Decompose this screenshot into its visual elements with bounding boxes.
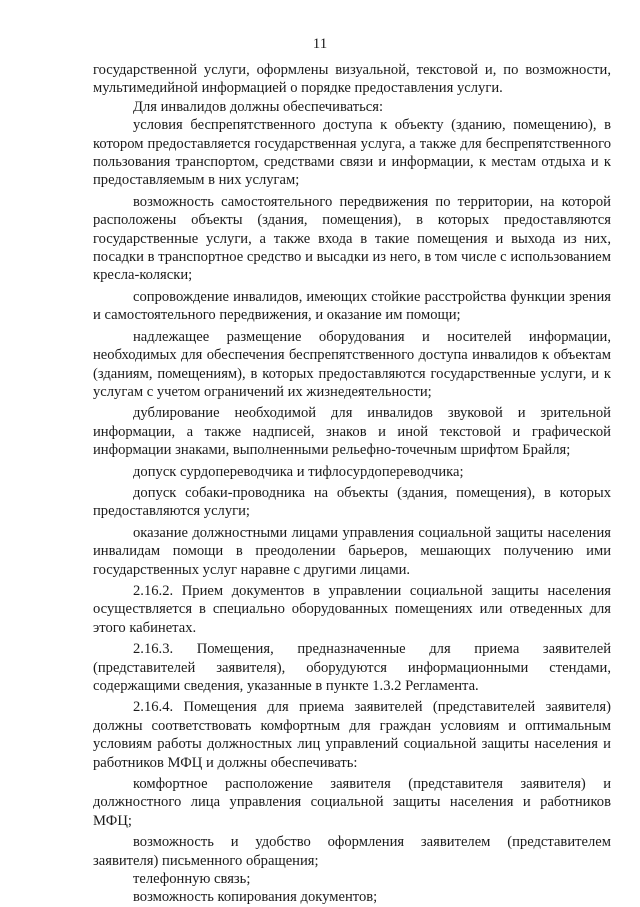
paragraph: допуск сурдопереводчика и тифлосурдопереводчика; bbox=[133, 463, 464, 480]
paragraph: сопровождение инвалидов, имеющих стойкие расстройства функции зрения и самостоятельного передвижения, и оказание им помощи; bbox=[93, 288, 611, 324]
paragraph: оказание должностными лицами управления социальной защиты населения инвалидам помощи в преодолении барьеров, мешающих получению ими государственных услуг наравне с другими лицами. bbox=[93, 524, 611, 578]
document-body bbox=[93, 61, 611, 907]
paragraph: государственной услуги, оформлены визуальной, текстовой и, по возможности, мультимедийной информацией о порядке предоставления услуги. bbox=[93, 62, 611, 97]
paragraph: возможность самостоятельного передвижения по территории, на которой расположены объекты (здания, помещения), в которых предоставляются государственные услуги, а также входа в такие помещения и выхода из них, посадки в транспортное средство и высадки из него, в том числе с использованием кресла-коляски; bbox=[93, 193, 611, 284]
paragraph: дублирование необходимой для инвалидов звуковой и зрительной информации, а также надписей, знаков и иной текстовой и графической информации знаками, выполненными рельефно-точечным шрифтом Брайля; bbox=[93, 405, 611, 459]
paragraph: возможность и удобство оформления заявителем (представителем заявителя) письменного обращения; bbox=[93, 834, 611, 869]
paragraph: 2.16.4. Помещения для приема заявителей (представителей заявителя) должны соответствовать комфортным для граждан условиям и оптимальным условиям работы должностных лиц управлений социальной защиты населения и работников МФЦ и должны обеспечивать: bbox=[93, 699, 611, 771]
page-number: 11 bbox=[312, 36, 328, 52]
paragraph: комфортное расположение заявителя (представителя заявителя) и должностного лица управления социальной защиты населения и работников МФЦ; bbox=[93, 776, 611, 829]
paragraph: 2.16.2. Прием документов в управлении социальной защиты населения осуществляется в специально оборудованных помещениях или отведенных для этого кабинетах. bbox=[93, 582, 611, 636]
paragraph: возможность копирования документов; bbox=[133, 889, 378, 906]
paragraph: надлежащее размещение оборудования и носителей информации, необходимых для обеспечения беспрепятственного доступа инвалидов к объектам (зданиям, помещениям), в которых предоставляются государственные услуги, и к услугам с учетом ограничений их жизнедеятельности; bbox=[93, 328, 611, 400]
paragraph: допуск собаки-проводника на объекты (здания, помещения), в которых предоставляются услуги; bbox=[93, 484, 611, 520]
paragraph: условия беспрепятственного доступа к объекту (зданию, помещению), в котором предоставляется государственная услуга, а также для беспрепятственного пользования транспортом, средствами связи и информации, к местам отдыха и к предоставляемым в них услугам; bbox=[93, 117, 611, 189]
paragraph: Для инвалидов должны обеспечиваться: bbox=[133, 98, 384, 115]
paragraph: телефонную связь; bbox=[133, 871, 251, 888]
paragraph: 2.16.3. Помещения, предназначенные для приема заявителей (представителей заявителя), оборудуются информационными стендами, содержащими сведения, указанные в пункте 1.3.2 Регламента. bbox=[93, 641, 611, 694]
